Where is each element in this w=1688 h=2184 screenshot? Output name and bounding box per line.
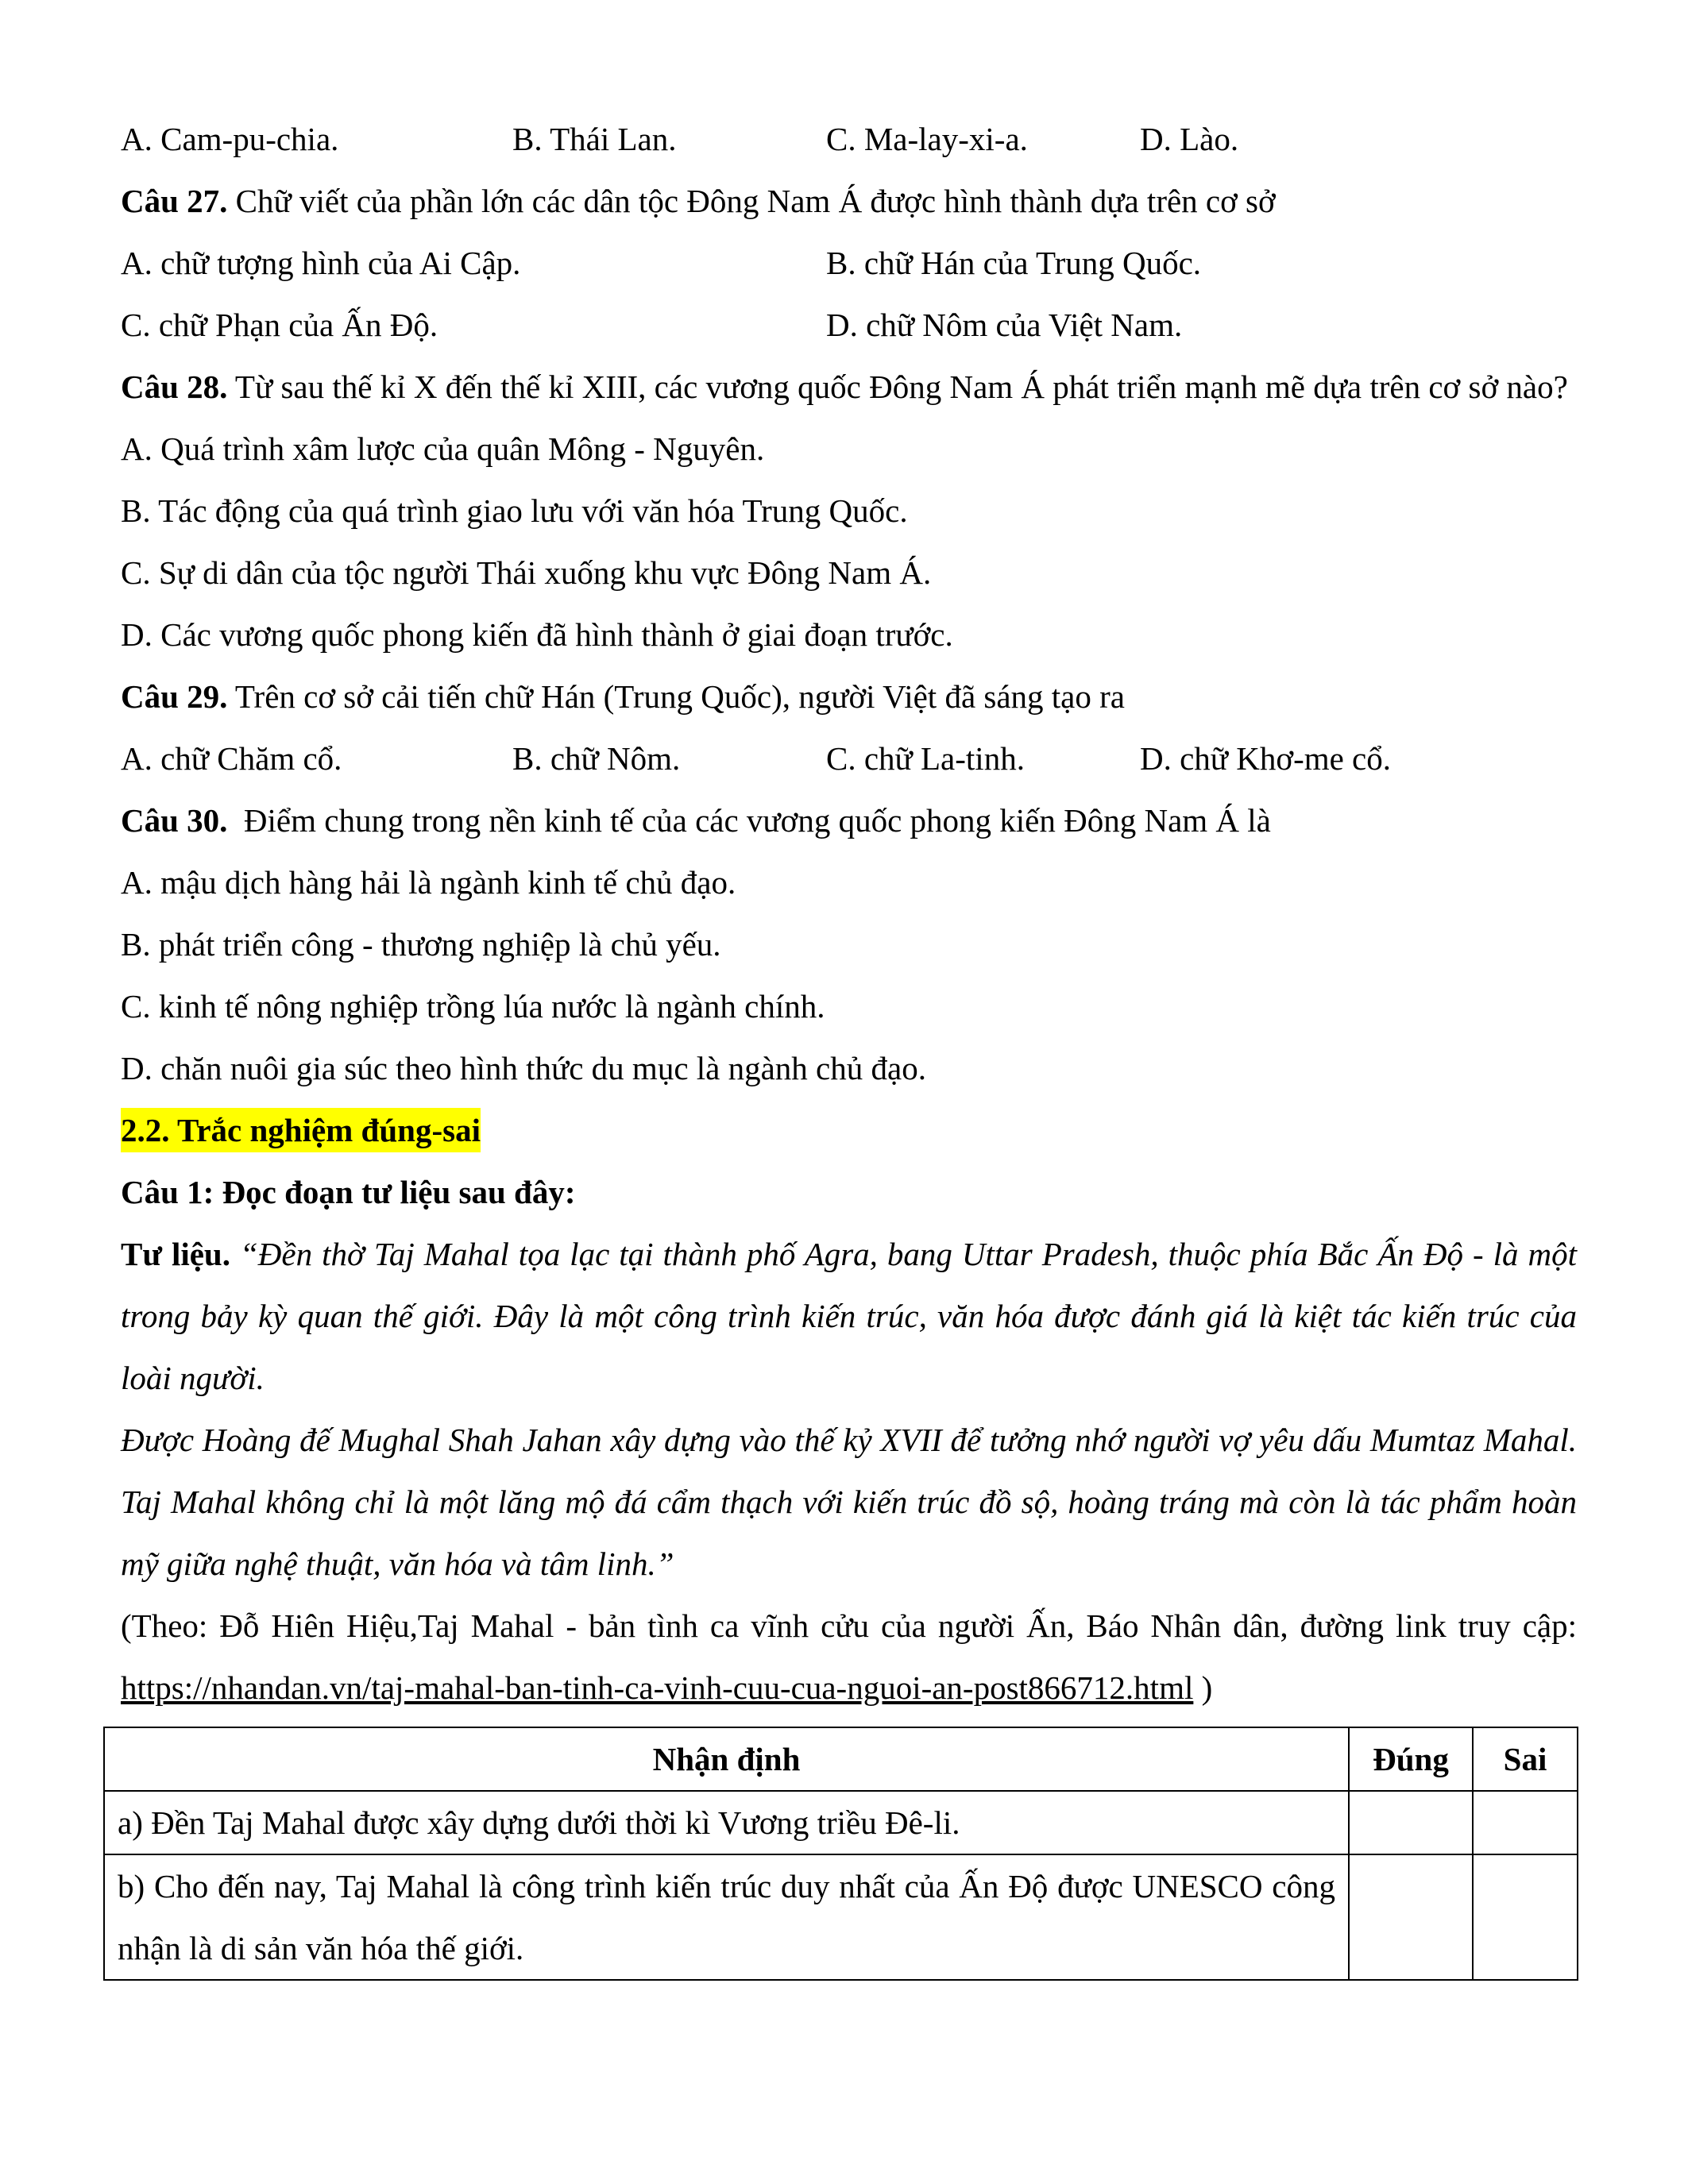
q28-stem	[121, 356, 1577, 418]
tf-q1-citation-link[interactable]: https://nhandan.vn/taj-mahal-ban-tinh-ca-vinh-cuu-cua-nguoi-an-post866712.html	[121, 1669, 1194, 1706]
statement-a: a) Đền Taj Mahal được xây dựng dưới thời kì Vương triều Đê-li.	[104, 1791, 1349, 1854]
tf-q1-citation	[121, 1595, 1577, 1719]
table-header-row	[104, 1727, 1578, 1791]
table-row	[104, 1791, 1578, 1854]
true-cell-a[interactable]	[1349, 1791, 1473, 1854]
q29-stem	[121, 666, 1577, 727]
q29-options	[121, 727, 1577, 789]
section-heading: 2.2. Trắc nghiệm đúng-sai	[121, 1108, 481, 1152]
q27-option-b: B. chữ Hán của Trung Quốc.	[826, 245, 1202, 281]
false-cell-b[interactable]	[1473, 1854, 1578, 1980]
true-false-table	[103, 1727, 1578, 1981]
header-false: Sai	[1473, 1727, 1578, 1791]
q27-options-row1	[121, 232, 1577, 294]
false-cell-a[interactable]	[1473, 1791, 1578, 1854]
q29-option-a: A. chữ Chăm cổ.	[121, 740, 342, 777]
tf-q1-passage-p1	[121, 1223, 1577, 1409]
tf-q1-title: Câu 1: Đọc đoạn tư liệu sau đây:	[121, 1174, 576, 1210]
q27-option-c: C. chữ Phạn của Ấn Độ.	[121, 307, 438, 343]
statement-b: b) Cho đến nay, Taj Mahal là công trình kiến trúc duy nhất của Ấn Độ được UNESCO công nhận là di sản văn hóa thế giới.	[104, 1854, 1349, 1980]
section-heading-row	[121, 1099, 1577, 1161]
q28-option-a: A. Quá trình xâm lược của quân Mông - Nguyên.	[121, 430, 765, 467]
q30-option-a: A. mậu dịch hàng hải là ngành kinh tế chủ đạo.	[121, 864, 736, 901]
q26-options	[121, 108, 1577, 170]
q26-option-a: A. Cam-pu-chia.	[121, 121, 339, 157]
q27-options-row2	[121, 294, 1577, 356]
q30-option-c: C. kinh tế nông nghiệp trồng lúa nước là ngành chính.	[121, 988, 825, 1024]
q26-option-c: C. Ma-lay-xi-a.	[826, 121, 1028, 157]
q29-option-c: C. chữ La-tinh.	[826, 740, 1025, 777]
q29-label: Câu 29.	[121, 678, 228, 715]
tf-q1-citation-prefix: (Theo: Đỗ Hiên Hiệu,Taj Mahal - bản tình ca vĩnh cửu của người Ấn, Báo Nhân dân, đường link truy cập:	[121, 1607, 1577, 1644]
q27-stem	[121, 170, 1577, 232]
tf-q1-passage-p2: Được Hoàng đế Mughal Shah Jahan xây dựng vào thế kỷ XVII để tưởng nhớ người vợ yêu dấu Mumtaz Mahal. Taj Mahal không chỉ là một lăng mộ đá cẩm thạch với kiến trúc đồ sộ, hoàng tráng mà còn là tác phẩm hoàn mỹ giữa nghệ thuật, văn hóa và tâm linh.”	[121, 1422, 1577, 1582]
q30-option-b: B. phát triển công - thương nghiệp là chủ yếu.	[121, 926, 721, 963]
q30-label: Câu 30.	[121, 802, 228, 839]
true-cell-b[interactable]	[1349, 1854, 1473, 1980]
q30-stem	[121, 789, 1577, 851]
q27-label: Câu 27.	[121, 183, 228, 219]
q29-option-b: B. chữ Nôm.	[512, 740, 681, 777]
q27-text: Chữ viết của phần lớn các dân tộc Đông Nam Á được hình thành dựa trên cơ sở	[227, 183, 1276, 219]
tf-q1-passage-text1: “Đền thờ Taj Mahal tọa lạc tại thành phố Agra, bang Uttar Pradesh, thuộc phía Bắc Ấn Độ - là một trong bảy kỳ quan thế giới. Đây là một công trình kiến trúc, văn hóa được đánh giá là kiệt tác kiến trúc của loài người.	[121, 1236, 1577, 1396]
tf-q1-source-label: Tư liệu.	[121, 1236, 230, 1272]
table-row	[104, 1854, 1578, 1980]
q29-text: Trên cơ sở cải tiến chữ Hán (Trung Quốc), người Việt đã sáng tạo ra	[227, 678, 1125, 715]
q28-option-d: D. Các vương quốc phong kiến đã hình thành ở giai đoạn trước.	[121, 616, 953, 653]
q26-option-b: B. Thái Lan.	[512, 121, 677, 157]
q28-option-b: B. Tác động của quá trình giao lưu với văn hóa Trung Quốc.	[121, 492, 908, 529]
q30-text: Điểm chung trong nền kinh tế của các vương quốc phong kiến Đông Nam Á là	[227, 802, 1271, 839]
q29-option-d: D. chữ Khơ-me cổ.	[1140, 740, 1392, 777]
header-true: Đúng	[1349, 1727, 1473, 1791]
q28-label: Câu 28.	[121, 369, 228, 405]
q28-text: Từ sau thế kỉ X đến thế kỉ XIII, các vương quốc Đông Nam Á phát triển mạnh mẽ dựa trên cơ sở nào?	[227, 369, 1568, 405]
q30-option-d: D. chăn nuôi gia súc theo hình thức du mục là ngành chủ đạo.	[121, 1050, 926, 1086]
q26-option-d: D. Lào.	[1140, 121, 1239, 157]
header-statement: Nhận định	[104, 1727, 1349, 1791]
q27-option-a: A. chữ tượng hình của Ai Cập.	[121, 245, 521, 281]
q28-option-c: C. Sự di dân của tộc người Thái xuống khu vực Đông Nam Á.	[121, 554, 932, 591]
q27-option-d: D. chữ Nôm của Việt Nam.	[826, 307, 1183, 343]
tf-q1-citation-suffix: )	[1193, 1669, 1213, 1706]
